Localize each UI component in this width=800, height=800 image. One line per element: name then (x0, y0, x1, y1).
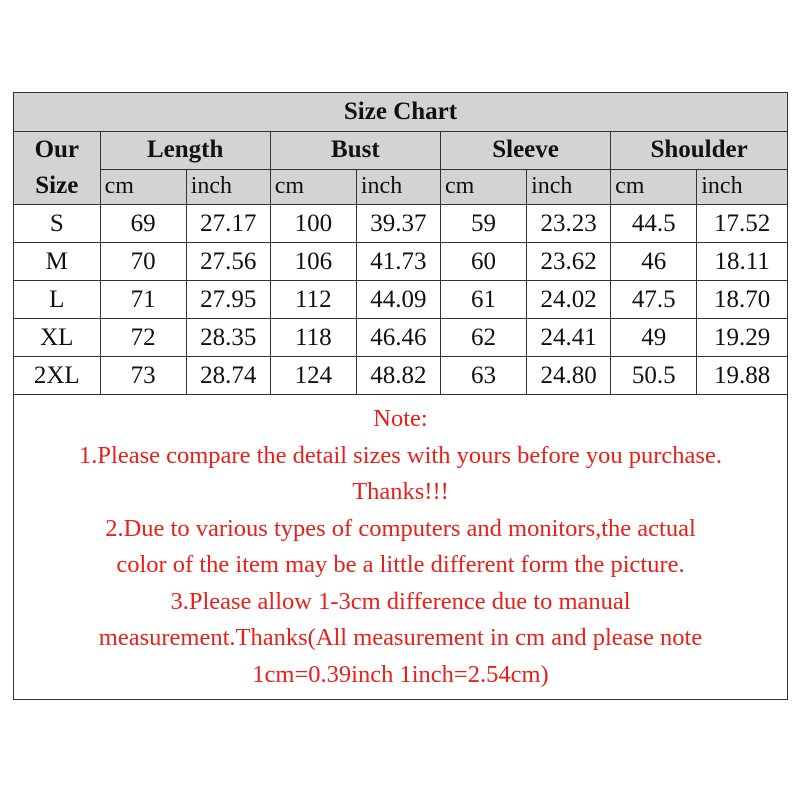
length-header: Length (100, 132, 270, 170)
bust-cm-cell: 118 (270, 319, 356, 357)
size-chart (13, 92, 788, 700)
table-row (14, 357, 787, 395)
sleeve-header: Sleeve (440, 132, 610, 170)
length-cm-unit: cm (100, 169, 186, 205)
sleeve-inch-cell: 24.80 (527, 357, 611, 395)
shoulder-cm-cell: 44.5 (611, 205, 697, 243)
bust-cm-cell: 106 (270, 243, 356, 281)
bust-inch-cell: 44.09 (356, 281, 440, 319)
sleeve-cm-cell: 60 (440, 243, 526, 281)
size-cell: XL (14, 319, 100, 357)
length-inch-cell: 28.74 (186, 357, 270, 395)
size-cell: 2XL (14, 357, 100, 395)
shoulder-cm-cell: 50.5 (611, 357, 697, 395)
length-inch-cell: 28.35 (186, 319, 270, 357)
size-cell: L (14, 281, 100, 319)
bust-cm-cell: 112 (270, 281, 356, 319)
length-inch-cell: 27.17 (186, 205, 270, 243)
shoulder-cm-cell: 47.5 (611, 281, 697, 319)
note-line: 3.Please allow 1-3cm difference due to manual (170, 587, 631, 615)
note-line: 2.Due to various types of computers and monitors,the actual (105, 514, 696, 542)
shoulder-cm-cell: 49 (611, 319, 697, 357)
shoulder-inch-cell: 17.52 (697, 205, 787, 243)
bust-cm-unit: cm (270, 169, 356, 205)
sleeve-inch-cell: 23.23 (527, 205, 611, 243)
length-cm-cell: 73 (100, 357, 186, 395)
title-row (14, 93, 787, 132)
shoulder-cm-unit: cm (611, 169, 697, 205)
size-table (14, 93, 787, 395)
table-row (14, 205, 787, 243)
sleeve-cm-cell: 63 (440, 357, 526, 395)
sleeve-inch-cell: 24.41 (527, 319, 611, 357)
sleeve-cm-cell: 62 (440, 319, 526, 357)
bust-cm-cell: 100 (270, 205, 356, 243)
length-inch-cell: 27.95 (186, 281, 270, 319)
size-cell: S (14, 205, 100, 243)
size-cell: M (14, 243, 100, 281)
length-cm-cell: 70 (100, 243, 186, 281)
length-cm-cell: 71 (100, 281, 186, 319)
length-inch-cell: 27.56 (186, 243, 270, 281)
length-cm-cell: 72 (100, 319, 186, 357)
shoulder-cm-cell: 46 (611, 243, 697, 281)
bust-inch-cell: 46.46 (356, 319, 440, 357)
table-row (14, 319, 787, 357)
shoulder-inch-unit: inch (697, 169, 787, 205)
sleeve-cm-unit: cm (440, 169, 526, 205)
note-line: 1.Please compare the detail sizes with yours before you purchase. (79, 441, 722, 469)
note-line: color of the item may be a little different form the picture. (116, 551, 685, 578)
size-column-header (14, 132, 100, 205)
bust-inch-unit: inch (356, 169, 440, 205)
size-header-top: Our (34, 136, 80, 163)
table-row (14, 281, 787, 319)
sleeve-inch-cell: 24.02 (527, 281, 611, 319)
note-heading: Note: (373, 405, 428, 432)
size-header-bottom: Size (35, 172, 79, 199)
sleeve-cm-cell: 61 (440, 281, 526, 319)
shoulder-inch-cell: 19.88 (697, 357, 787, 395)
length-cm-cell: 69 (100, 205, 186, 243)
header-row (14, 132, 787, 170)
chart-title: Size Chart (14, 93, 787, 132)
notes-section (14, 395, 787, 699)
table-row (14, 243, 787, 281)
sleeve-cm-cell: 59 (440, 205, 526, 243)
sleeve-inch-cell: 23.62 (527, 243, 611, 281)
unit-row (14, 169, 787, 205)
length-inch-unit: inch (186, 169, 270, 205)
shoulder-inch-cell: 19.29 (697, 319, 787, 357)
note-line: 1cm=0.39inch 1inch=2.54cm) (252, 660, 549, 688)
bust-inch-cell: 48.82 (356, 357, 440, 395)
bust-cm-cell: 124 (270, 357, 356, 395)
sleeve-inch-unit: inch (527, 169, 611, 205)
shoulder-inch-cell: 18.70 (697, 281, 787, 319)
shoulder-inch-cell: 18.11 (697, 243, 787, 281)
note-line: measurement.Thanks(All measurement in cm and please note (98, 624, 703, 651)
note-line: Thanks!!! (352, 478, 449, 505)
bust-inch-cell: 41.73 (356, 243, 440, 281)
bust-header: Bust (270, 132, 440, 170)
shoulder-header: Shoulder (611, 132, 787, 170)
bust-inch-cell: 39.37 (356, 205, 440, 243)
